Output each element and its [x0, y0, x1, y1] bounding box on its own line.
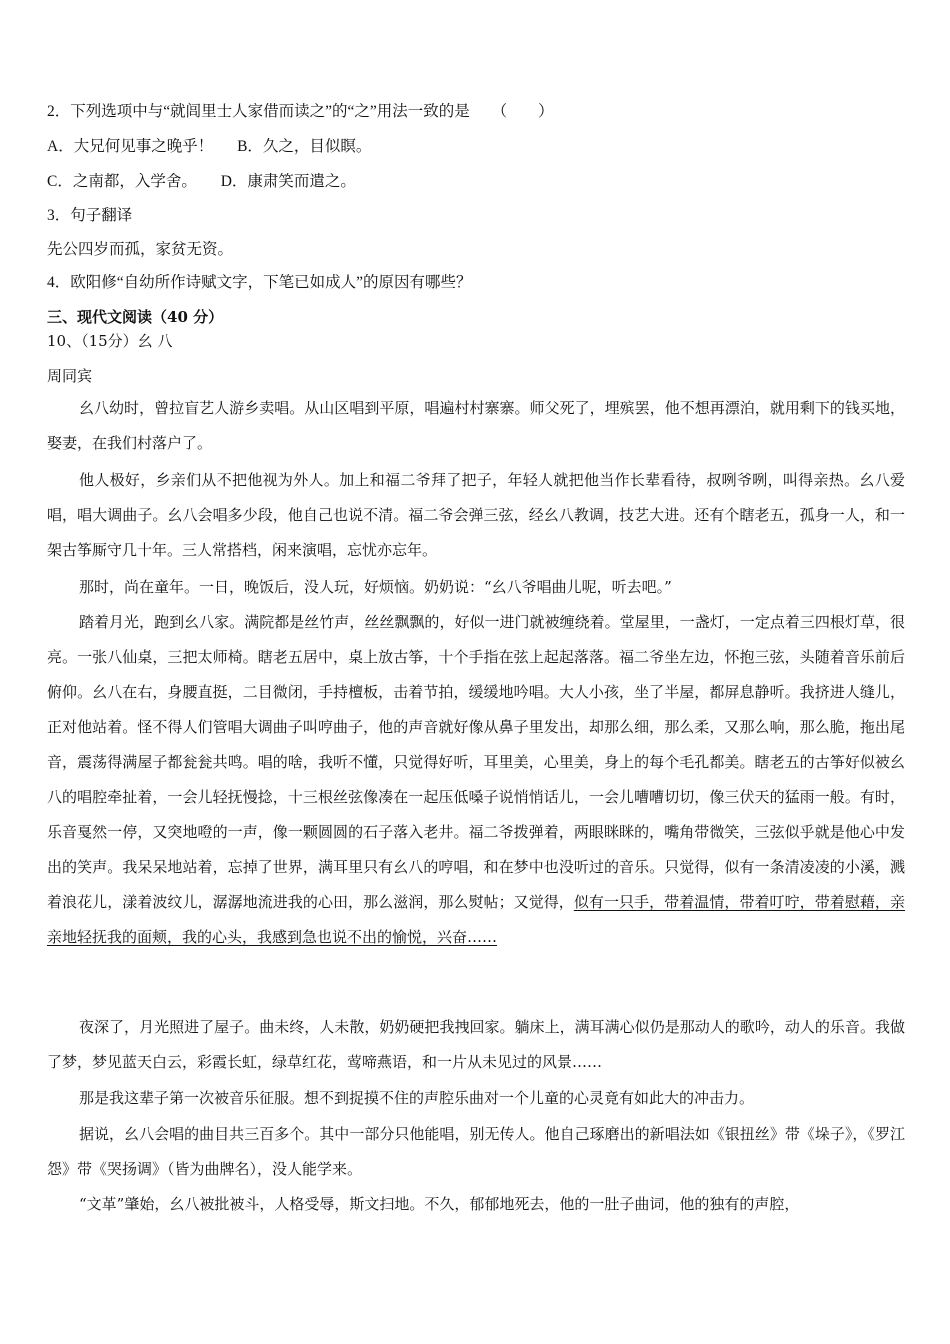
passage-paragraph-4 — [47, 605, 905, 955]
question-3-sentence: 先公四岁而孤，家贫无资。 — [47, 241, 234, 258]
option-a: A．大兄何见事之晚乎！ — [47, 138, 214, 155]
author-name: 周同宾 — [47, 367, 93, 385]
answer-parentheses: （ ） — [491, 103, 554, 120]
passage-paragraph-7: 据说，幺八会唱的曲目共三百多个。其中一部分只他能唱，别无传人。他自己琢磨出的新唱法如《银扭丝》带《垛子》，《罗江怨》带《哭扬调》（皆为曲牌名），没人能学来。 — [47, 1125, 905, 1178]
paragraph-4-text: 踏着月光，跑到幺八家。满院都是丝竹声，丝丝飘飘的，好似一进门就被缠绕着。堂屋里，一盏灯，一定点着三四根灯草，很亮。一张八仙桌，三把太师椅。瞎老五居中，桌上放古筝，十个手指在弦上起起落落。福二爷坐左边，怀抱三弦，头随着音乐前后俯仰。幺八在右，身腰直挺，二目微闭，手持檀板，击着节拍，缓缓地吟唱。大人小孩，坐了半屋，都屏息静听。我挤进人缝儿，正对他站着。怪不得人们管唱大调曲子叫哼曲子，他的声音就好像从鼻子里发出，却那么细，那么柔，又那么响，那么脆，拖出尾音，震荡得满屋子都瓮瓮共鸣。唱的啥，我听不懂，只觉得好听，耳里美，心里美，身上的每个毛孔都美。瞎老五的古筝好似被幺八的唱腔牵扯着，一会儿轻抚慢捻，十三根丝弦像凑在一起压低嗓子说悄悄话儿，一会儿嘈嘈切切，像三伏天的猛雨一般。有时，乐音戛然一停，又突地噔的一声，像一颗圆圆的石子落入老井。福二爷拨弹着，两眼眯眯的，嘴角带微笑，三弦似乎就是他心中发出的笑声。我呆呆地站着，忘掉了世界，满耳里只有幺八的哼唱，和在梦中也没听过的音乐。只觉得，似有一条清凌凌的小溪，溅着浪花儿，漾着波纹儿，潺潺地流进我的心田，那么滋润，那么熨帖；又觉得， — [47, 613, 905, 911]
underlined-sentence: 似有一只手，带着温情，带着叮咛，带着慰藉，亲亲地轻抚我的面颊，我的心头，我感到急也说不出的愉悦，兴奋…… — [47, 893, 905, 946]
question-2-options-cd — [47, 172, 905, 192]
passage-paragraph-1: 幺八幼时，曾拉盲艺人游乡卖唱。从山区唱到平原，唱遍村村寨寨。师父死了，埋殡罢，他不想再漂泊，就用剩下的钱买地，娶妻，在我们村落户了。 — [47, 399, 905, 452]
question-4: 4．欧阳修“自幼所作诗赋文字，下笔已如成人”的原因有哪些？ — [47, 274, 472, 291]
option-b: B．久之，目似瞑。 — [237, 138, 372, 155]
question-3: 3．句子翻译 — [47, 207, 133, 224]
passage-paragraph-5: 夜深了，月光照进了屋子。曲未终，人未散，奶奶硬把我拽回家。躺床上，满耳满心似仍是那动人的歌吟，动人的乐音。我做了梦，梦见蓝天白云，彩霞长虹，绿草红花，莺啼燕语，和一片从未见过的风景…… — [47, 1018, 905, 1071]
passage-paragraph-8: “文革”肇始，幺八被批被斗，人格受辱，斯文扫地。不久，郁郁地死去，他的一肚子曲词，他的独有的声腔， — [79, 1195, 800, 1213]
question-2-options-ab — [47, 137, 905, 157]
question-2-stem: 2．下列选项中与“就闾里士人家借而读之”的“之”用法一致的是 — [47, 103, 470, 120]
section-title: 三、现代文阅读（40 分） — [47, 308, 224, 326]
option-c: C．之南都，入学舍。 — [47, 173, 197, 190]
passage-paragraph-2: 他人极好，乡亲们从不把他视为外人。加上和福二爷拜了把子，年轻人就把他当作长辈看待，叔咧爷咧，叫得亲热。幺八爱唱，唱大调曲子。幺八会唱多少段，他自己也说不清。福二爷会弹三弦，经幺八教调，技艺大进。还有个瞎老五，孤身一人，和一架古筝厮守几十年。三人常搭档，闲来演唱，忘忧亦忘年。 — [47, 471, 905, 559]
passage-paragraph-6: 那是我这辈子第一次被音乐征服。想不到捉摸不住的声腔乐曲对一个儿童的心灵竟有如此大的冲击力。 — [79, 1089, 755, 1107]
passage-paragraph-3: 那时，尚在童年。一日，晚饭后，没人玩，好烦恼。奶奶说：“幺八爷唱曲儿呢，听去吧。” — [79, 578, 672, 596]
item-title: 10、（15分）幺 八 — [47, 332, 173, 350]
option-d: D．康肃笑而遣之。 — [220, 173, 356, 190]
question-2 — [47, 102, 905, 122]
